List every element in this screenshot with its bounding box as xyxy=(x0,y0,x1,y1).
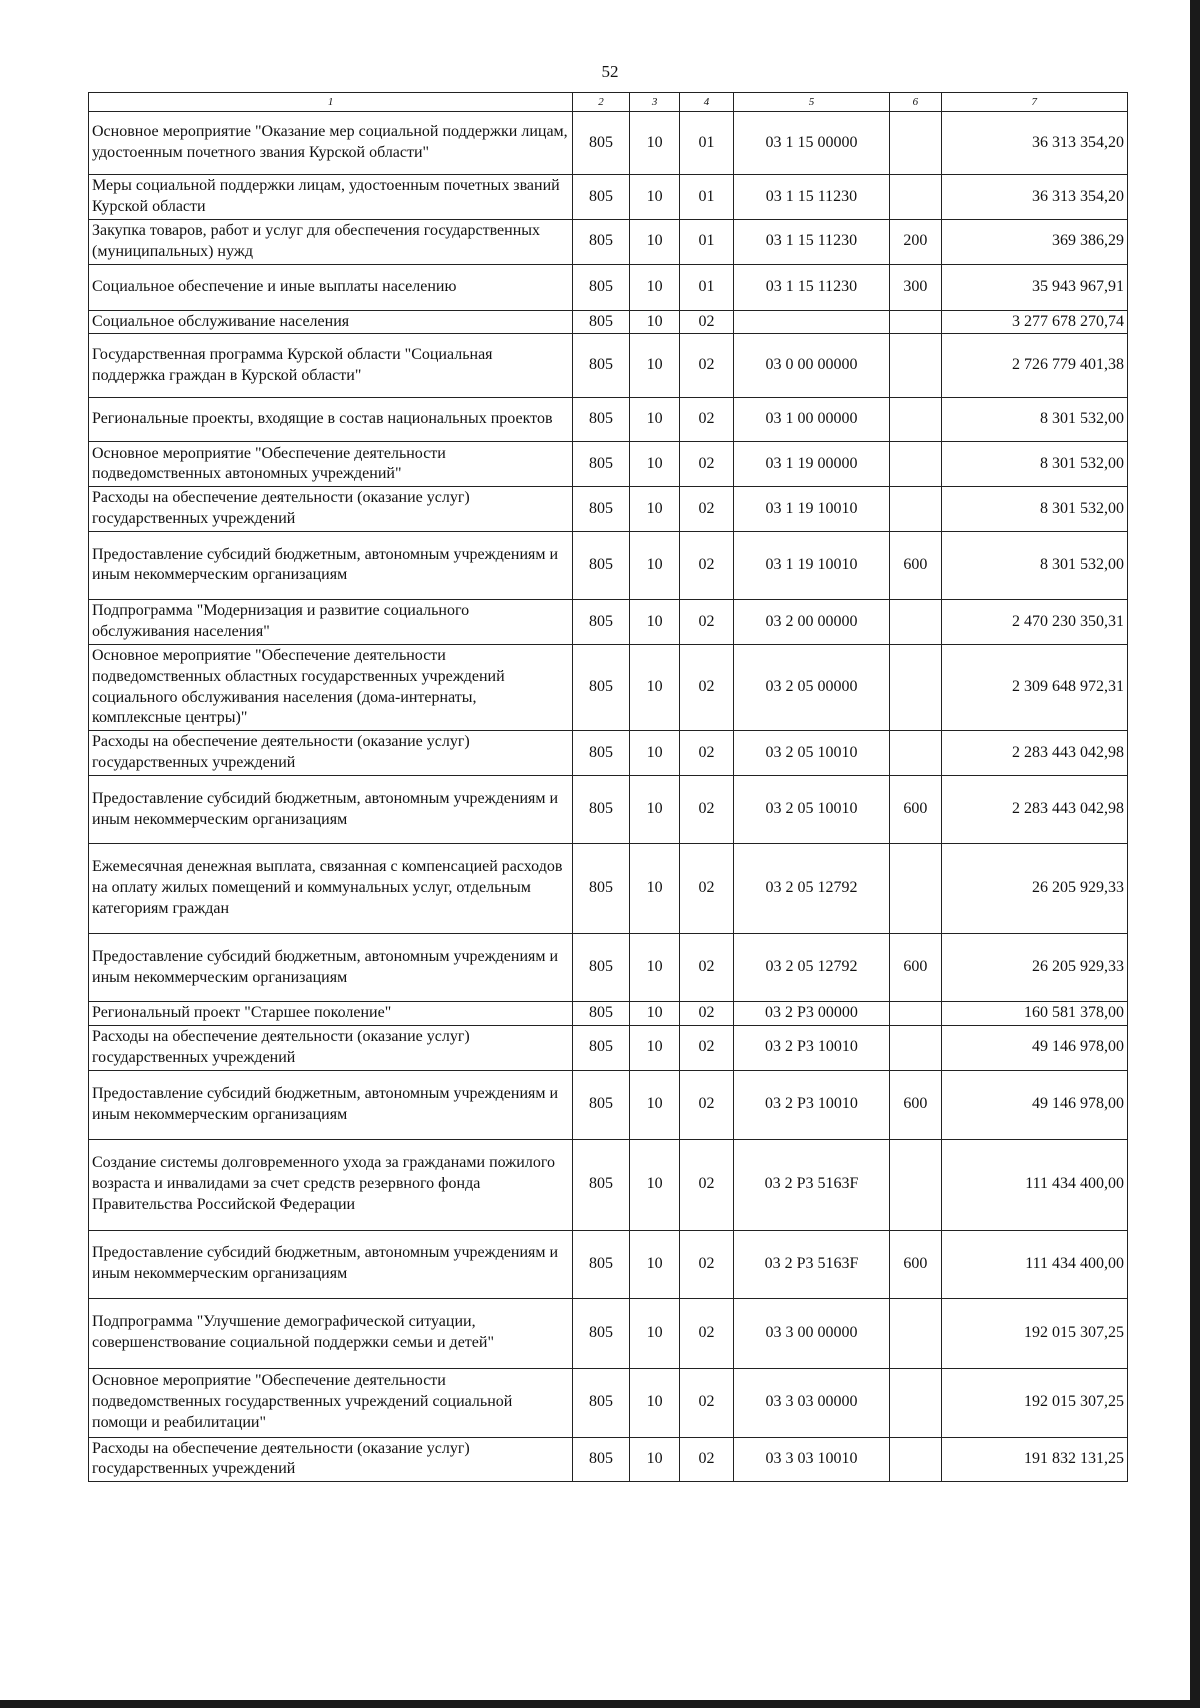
col3-value: 10 xyxy=(629,934,679,1002)
col3-value: 10 xyxy=(629,398,679,442)
col2-value: 805 xyxy=(573,599,630,644)
col7-amount: 2 309 648 972,31 xyxy=(941,644,1127,730)
col5-value: 03 0 00 00000 xyxy=(733,334,889,398)
col2-value: 805 xyxy=(573,1298,630,1368)
col3-value: 10 xyxy=(629,310,679,334)
col3-value: 10 xyxy=(629,442,679,487)
col2-value: 805 xyxy=(573,398,630,442)
row-name: Подпрограмма "Модернизация и развитие социального обслуживания населения" xyxy=(89,599,573,644)
table-row xyxy=(89,1437,1128,1482)
col5-value: 03 2 05 12792 xyxy=(733,844,889,934)
row-name: Государственная программа Курской области "Социальная поддержка граждан в Курской области" xyxy=(89,334,573,398)
col3-value: 10 xyxy=(629,1368,679,1437)
col2-value: 805 xyxy=(573,1230,630,1298)
col2-value: 805 xyxy=(573,934,630,1002)
col5-value: 03 2 P3 10010 xyxy=(733,1025,889,1070)
col7-amount: 8 301 532,00 xyxy=(941,442,1127,487)
col4-value: 02 xyxy=(680,442,734,487)
col7-amount: 111 434 400,00 xyxy=(941,1139,1127,1230)
col3-value: 10 xyxy=(629,1002,679,1026)
row-name: Закупка товаров, работ и услуг для обеспечения государственных (муниципальных) нужд xyxy=(89,220,573,265)
col4-value: 01 xyxy=(680,175,734,220)
col4-value: 02 xyxy=(680,1070,734,1139)
col6-value: 300 xyxy=(890,264,941,310)
col7-amount: 2 726 779 401,38 xyxy=(941,334,1127,398)
table-row xyxy=(89,334,1128,398)
col6-value: 600 xyxy=(890,934,941,1002)
col2-value: 805 xyxy=(573,442,630,487)
row-name: Социальное обслуживание населения xyxy=(89,310,573,334)
col7-amount: 36 313 354,20 xyxy=(941,112,1127,175)
col4-value: 01 xyxy=(680,112,734,175)
table-row xyxy=(89,310,1128,334)
col4-value: 02 xyxy=(680,776,734,844)
col4-value: 02 xyxy=(680,644,734,730)
col7-amount: 8 301 532,00 xyxy=(941,531,1127,599)
col5-value: 03 1 15 11230 xyxy=(733,220,889,265)
col6-value: 600 xyxy=(890,1230,941,1298)
col7-amount: 35 943 967,91 xyxy=(941,264,1127,310)
col5-value: 03 3 00 00000 xyxy=(733,1298,889,1368)
table-row xyxy=(89,644,1128,730)
table-row xyxy=(89,1230,1128,1298)
col2-value: 805 xyxy=(573,1070,630,1139)
col2-value: 805 xyxy=(573,1025,630,1070)
col5-value: 03 2 05 10010 xyxy=(733,731,889,776)
col3-value: 10 xyxy=(629,531,679,599)
col4-value: 02 xyxy=(680,599,734,644)
col6-value xyxy=(890,599,941,644)
col2-value: 805 xyxy=(573,487,630,532)
col2-value: 805 xyxy=(573,1002,630,1026)
col5-value: 03 1 15 00000 xyxy=(733,112,889,175)
scan-edge-right xyxy=(1190,0,1200,1708)
col6-value xyxy=(890,1025,941,1070)
row-name: Основное мероприятие "Обеспечение деятельности подведомственных областных государственных учреждений социального обслуживания населения (дома-интернаты, комплексные центры)" xyxy=(89,644,573,730)
row-name: Меры социальной поддержки лицам, удостоенным почетных званий Курской области xyxy=(89,175,573,220)
row-name: Расходы на обеспечение деятельности (оказание услуг) государственных учреждений xyxy=(89,1025,573,1070)
col-header-4: 4 xyxy=(680,93,734,112)
col6-value xyxy=(890,644,941,730)
col2-value: 805 xyxy=(573,112,630,175)
col4-value: 02 xyxy=(680,531,734,599)
col2-value: 805 xyxy=(573,334,630,398)
table-row xyxy=(89,1070,1128,1139)
col2-value: 805 xyxy=(573,776,630,844)
table-row xyxy=(89,487,1128,532)
row-name: Основное мероприятие "Обеспечение деятельности подведомственных государственных учреждений социальной помощи и реабилитации" xyxy=(89,1368,573,1437)
col7-amount: 36 313 354,20 xyxy=(941,175,1127,220)
col5-value: 03 1 15 11230 xyxy=(733,264,889,310)
table-row xyxy=(89,220,1128,265)
col-header-7: 7 xyxy=(941,93,1127,112)
col5-value xyxy=(733,310,889,334)
col6-value xyxy=(890,310,941,334)
header-row xyxy=(89,93,1128,112)
col6-value: 200 xyxy=(890,220,941,265)
row-name: Основное мероприятие "Обеспечение деятельности подведомственных автономных учреждений" xyxy=(89,442,573,487)
col2-value: 805 xyxy=(573,1139,630,1230)
row-name: Региональный проект "Старшее поколение" xyxy=(89,1002,573,1026)
col6-value xyxy=(890,1368,941,1437)
col7-amount: 191 832 131,25 xyxy=(941,1437,1127,1482)
col2-value: 805 xyxy=(573,310,630,334)
col7-amount: 26 205 929,33 xyxy=(941,934,1127,1002)
row-name: Расходы на обеспечение деятельности (оказание услуг) государственных учреждений xyxy=(89,1437,573,1482)
table-row xyxy=(89,1368,1128,1437)
col-header-2: 2 xyxy=(573,93,630,112)
col4-value: 01 xyxy=(680,264,734,310)
row-name: Основное мероприятие "Оказание мер социальной поддержки лицам, удостоенным почетного звания Курской области" xyxy=(89,112,573,175)
table-row xyxy=(89,264,1128,310)
col6-value xyxy=(890,1298,941,1368)
row-name: Социальное обеспечение и иные выплаты населению xyxy=(89,264,573,310)
col4-value: 01 xyxy=(680,220,734,265)
col7-amount: 111 434 400,00 xyxy=(941,1230,1127,1298)
col6-value xyxy=(890,442,941,487)
col5-value: 03 2 00 00000 xyxy=(733,599,889,644)
col2-value: 805 xyxy=(573,264,630,310)
col7-amount: 192 015 307,25 xyxy=(941,1298,1127,1368)
col5-value: 03 2 05 00000 xyxy=(733,644,889,730)
col5-value: 03 2 P3 5163F xyxy=(733,1230,889,1298)
row-name: Предоставление субсидий бюджетным, автономным учреждениям и иным некоммерческим организациям xyxy=(89,934,573,1002)
col6-value xyxy=(890,175,941,220)
row-name: Расходы на обеспечение деятельности (оказание услуг) государственных учреждений xyxy=(89,487,573,532)
table-row xyxy=(89,776,1128,844)
col7-amount: 2 283 443 042,98 xyxy=(941,776,1127,844)
row-name: Создание системы долговременного ухода за гражданами пожилого возраста и инвалидами за счет средств резервного фонда Правительства Российской Федерации xyxy=(89,1139,573,1230)
col6-value xyxy=(890,1002,941,1026)
col5-value: 03 2 P3 00000 xyxy=(733,1002,889,1026)
col5-value: 03 3 03 00000 xyxy=(733,1368,889,1437)
col3-value: 10 xyxy=(629,264,679,310)
col5-value: 03 1 19 00000 xyxy=(733,442,889,487)
col5-value: 03 1 19 10010 xyxy=(733,531,889,599)
page-number: 52 xyxy=(601,62,619,81)
table-row xyxy=(89,175,1128,220)
col7-amount: 49 146 978,00 xyxy=(941,1070,1127,1139)
col3-value: 10 xyxy=(629,1025,679,1070)
col6-value xyxy=(890,1139,941,1230)
table-row xyxy=(89,844,1128,934)
col5-value: 03 1 00 00000 xyxy=(733,398,889,442)
col3-value: 10 xyxy=(629,487,679,532)
col6-value xyxy=(890,844,941,934)
table-row xyxy=(89,531,1128,599)
col6-value xyxy=(890,398,941,442)
col4-value: 02 xyxy=(680,1368,734,1437)
col6-value xyxy=(890,334,941,398)
col4-value: 02 xyxy=(680,398,734,442)
col3-value: 10 xyxy=(629,1070,679,1139)
table-row xyxy=(89,934,1128,1002)
col6-value xyxy=(890,731,941,776)
row-name: Предоставление субсидий бюджетным, автономным учреждениям и иным некоммерческим организациям xyxy=(89,1230,573,1298)
col6-value xyxy=(890,112,941,175)
row-name: Расходы на обеспечение деятельности (оказание услуг) государственных учреждений xyxy=(89,731,573,776)
col7-amount: 26 205 929,33 xyxy=(941,844,1127,934)
col3-value: 10 xyxy=(629,599,679,644)
col4-value: 02 xyxy=(680,1139,734,1230)
col4-value: 02 xyxy=(680,1025,734,1070)
col2-value: 805 xyxy=(573,531,630,599)
col5-value: 03 1 19 10010 xyxy=(733,487,889,532)
table-row xyxy=(89,442,1128,487)
col4-value: 02 xyxy=(680,310,734,334)
col5-value: 03 2 P3 5163F xyxy=(733,1139,889,1230)
table-body xyxy=(89,112,1128,1482)
col3-value: 10 xyxy=(629,731,679,776)
col7-amount: 8 301 532,00 xyxy=(941,487,1127,532)
col7-amount: 3 277 678 270,74 xyxy=(941,310,1127,334)
col7-amount: 8 301 532,00 xyxy=(941,398,1127,442)
col5-value: 03 1 15 11230 xyxy=(733,175,889,220)
col4-value: 02 xyxy=(680,844,734,934)
row-name: Предоставление субсидий бюджетным, автономным учреждениям и иным некоммерческим организациям xyxy=(89,1070,573,1139)
col2-value: 805 xyxy=(573,644,630,730)
col2-value: 805 xyxy=(573,175,630,220)
col6-value: 600 xyxy=(890,1070,941,1139)
row-name: Предоставление субсидий бюджетным, автономным учреждениям и иным некоммерческим организациям xyxy=(89,776,573,844)
col-header-5: 5 xyxy=(733,93,889,112)
col3-value: 10 xyxy=(629,1230,679,1298)
col2-value: 805 xyxy=(573,844,630,934)
row-name: Ежемесячная денежная выплата, связанная с компенсацией расходов на оплату жилых помещений и коммунальных услуг, отдельным категориям граждан xyxy=(89,844,573,934)
col4-value: 02 xyxy=(680,934,734,1002)
table-row xyxy=(89,1002,1128,1026)
col6-value xyxy=(890,487,941,532)
col-header-1: 1 xyxy=(89,93,573,112)
col3-value: 10 xyxy=(629,334,679,398)
row-name: Региональные проекты, входящие в состав национальных проектов xyxy=(89,398,573,442)
table-row xyxy=(89,1139,1128,1230)
col4-value: 02 xyxy=(680,731,734,776)
table-row xyxy=(89,1025,1128,1070)
table-row xyxy=(89,731,1128,776)
col-header-3: 3 xyxy=(629,93,679,112)
col6-value: 600 xyxy=(890,776,941,844)
table-row xyxy=(89,1298,1128,1368)
col3-value: 10 xyxy=(629,175,679,220)
col2-value: 805 xyxy=(573,1437,630,1482)
col3-value: 10 xyxy=(629,1437,679,1482)
row-name: Подпрограмма "Улучшение демографической ситуации, совершенствование социальной поддержки семьи и детей" xyxy=(89,1298,573,1368)
col3-value: 10 xyxy=(629,220,679,265)
col7-amount: 2 283 443 042,98 xyxy=(941,731,1127,776)
col3-value: 10 xyxy=(629,1139,679,1230)
col3-value: 10 xyxy=(629,1298,679,1368)
col6-value: 600 xyxy=(890,531,941,599)
col7-amount: 160 581 378,00 xyxy=(941,1002,1127,1026)
col7-amount: 2 470 230 350,31 xyxy=(941,599,1127,644)
col7-amount: 192 015 307,25 xyxy=(941,1368,1127,1437)
budget-table xyxy=(88,92,1128,1482)
table-row xyxy=(89,112,1128,175)
table-row xyxy=(89,398,1128,442)
col5-value: 03 2 05 12792 xyxy=(733,934,889,1002)
col4-value: 02 xyxy=(680,334,734,398)
col4-value: 02 xyxy=(680,487,734,532)
col5-value: 03 2 05 10010 xyxy=(733,776,889,844)
col4-value: 02 xyxy=(680,1298,734,1368)
col7-amount: 49 146 978,00 xyxy=(941,1025,1127,1070)
scan-edge-bottom xyxy=(0,1700,1200,1708)
col3-value: 10 xyxy=(629,776,679,844)
col2-value: 805 xyxy=(573,220,630,265)
col3-value: 10 xyxy=(629,844,679,934)
col3-value: 10 xyxy=(629,644,679,730)
col5-value: 03 2 P3 10010 xyxy=(733,1070,889,1139)
col2-value: 805 xyxy=(573,731,630,776)
col4-value: 02 xyxy=(680,1437,734,1482)
col4-value: 02 xyxy=(680,1002,734,1026)
col2-value: 805 xyxy=(573,1368,630,1437)
col5-value: 03 3 03 10010 xyxy=(733,1437,889,1482)
col3-value: 10 xyxy=(629,112,679,175)
col-header-6: 6 xyxy=(890,93,941,112)
col7-amount: 369 386,29 xyxy=(941,220,1127,265)
col4-value: 02 xyxy=(680,1230,734,1298)
row-name: Предоставление субсидий бюджетным, автономным учреждениям и иным некоммерческим организациям xyxy=(89,531,573,599)
table-row xyxy=(89,599,1128,644)
col6-value xyxy=(890,1437,941,1482)
